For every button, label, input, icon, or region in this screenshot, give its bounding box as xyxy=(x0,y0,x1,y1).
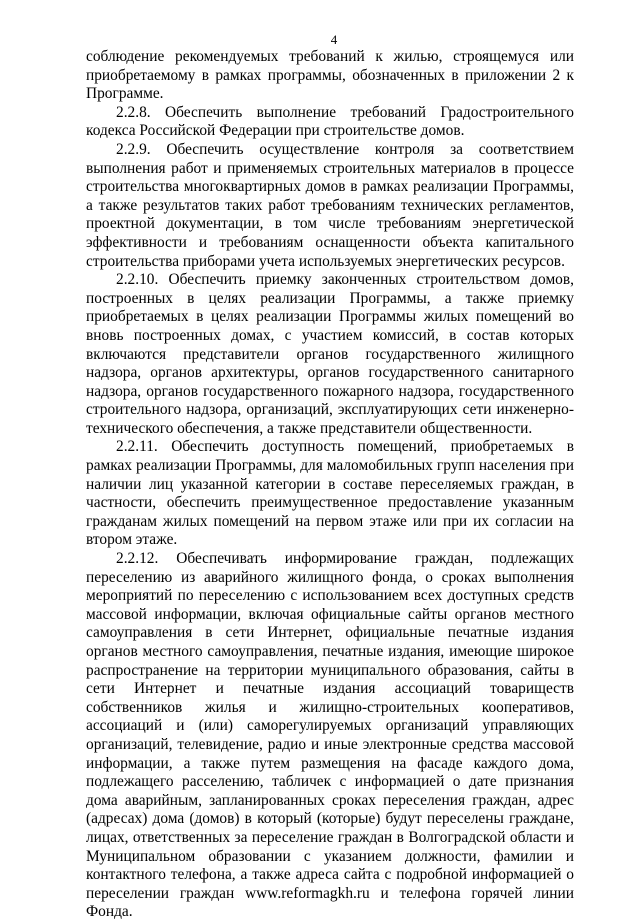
page-number: 4 xyxy=(330,32,338,47)
paragraph-2-2-8: 2.2.8. Обеспечить выполнение требований Градостроительного кодекса Российской Федерации при строительстве домов. xyxy=(86,103,574,140)
paragraph-2-2-11: 2.2.11. Обеспечить доступность помещений, приобретаемых в рамках реализации Программы, для маломобильных групп населения при наличии лиц указанной категории в составе переселяемых граждан, в частности, обеспечить преимущественное предоставление указанным гражданам жилых помещений на первом этаже или при их согласии на втором этаже. xyxy=(86,438,574,549)
paragraph-continuation: соблюдение рекомендуемых требований к жилью, строящемуся или приобретаемому в рамках программы, обозначенных в приложении 2 к Программе. xyxy=(86,48,574,103)
paragraph-2-2-10: 2.2.10. Обеспечить приемку законченных строительством домов, построенных в целях реализации Программы, а также приемку приобретаемых в целях реализации Программы жилых помещений во вновь построенных домах, с участием комиссий, в состав которых включаются представители органов государственного жилищного надзора, органов архитектуры, органов государственного санитарного надзора, органов государственного пожарного надзора, государственного строительного надзора, организаций, эксплуатирующих сети инженерно-технического обеспечения, а также представители общественности. xyxy=(86,271,574,437)
paragraph-2-2-9: 2.2.9. Обеспечить осуществление контроля за соответствием выполнения работ и применяемых строительных материалов в процессе строительства многоквартирных домов в рамках реализации Программы, а также результатов таких работ требованиям технических регламентов, проектной документации, в том числе требованиям энергетической эффективности и требованиям оснащенности объекта капитального строительства приборами учета используемых энергетических ресурсов. xyxy=(86,140,574,270)
paragraph-2-2-12: 2.2.12. Обеспечивать информирование граждан, подлежащих переселению из аварийного жилищного фонда, о сроках выполнения мероприятий по переселению с использованием всех доступных средств массовой информации, включая официальные сайты органов местного самоуправления в сети Интернет, официальные печатные издания органов местного самоуправления, печатные издания, имеющие широкое распространение на территории муниципального образования, сайты в сети Интернет и печатные издания ассоциаций товариществ собственников жилья и жилищно-строительных кооперативов, ассоциаций и (или) саморегулируемых организаций управляющих организаций, телевидение, радио и иные электронные средства массовой информации, а также путем размещения на фасаде каждого дома, подлежащего расселению, табличек с информацией о дате признания дома аварийным, запланированных сроках переселения граждан, адрес (адресах) дома (домов) в который (которые) будут переселены граждане, лицах, ответственных за переселение граждан в Волгоградской области и Муниципальном образовании с указанием должности, фамилии и контактного телефона, а также адреса сайта с подробной информацией о переселении граждан www.reformagkh.ru и телефона горячей линии Фонда. xyxy=(86,550,574,921)
document-page xyxy=(86,32,574,922)
